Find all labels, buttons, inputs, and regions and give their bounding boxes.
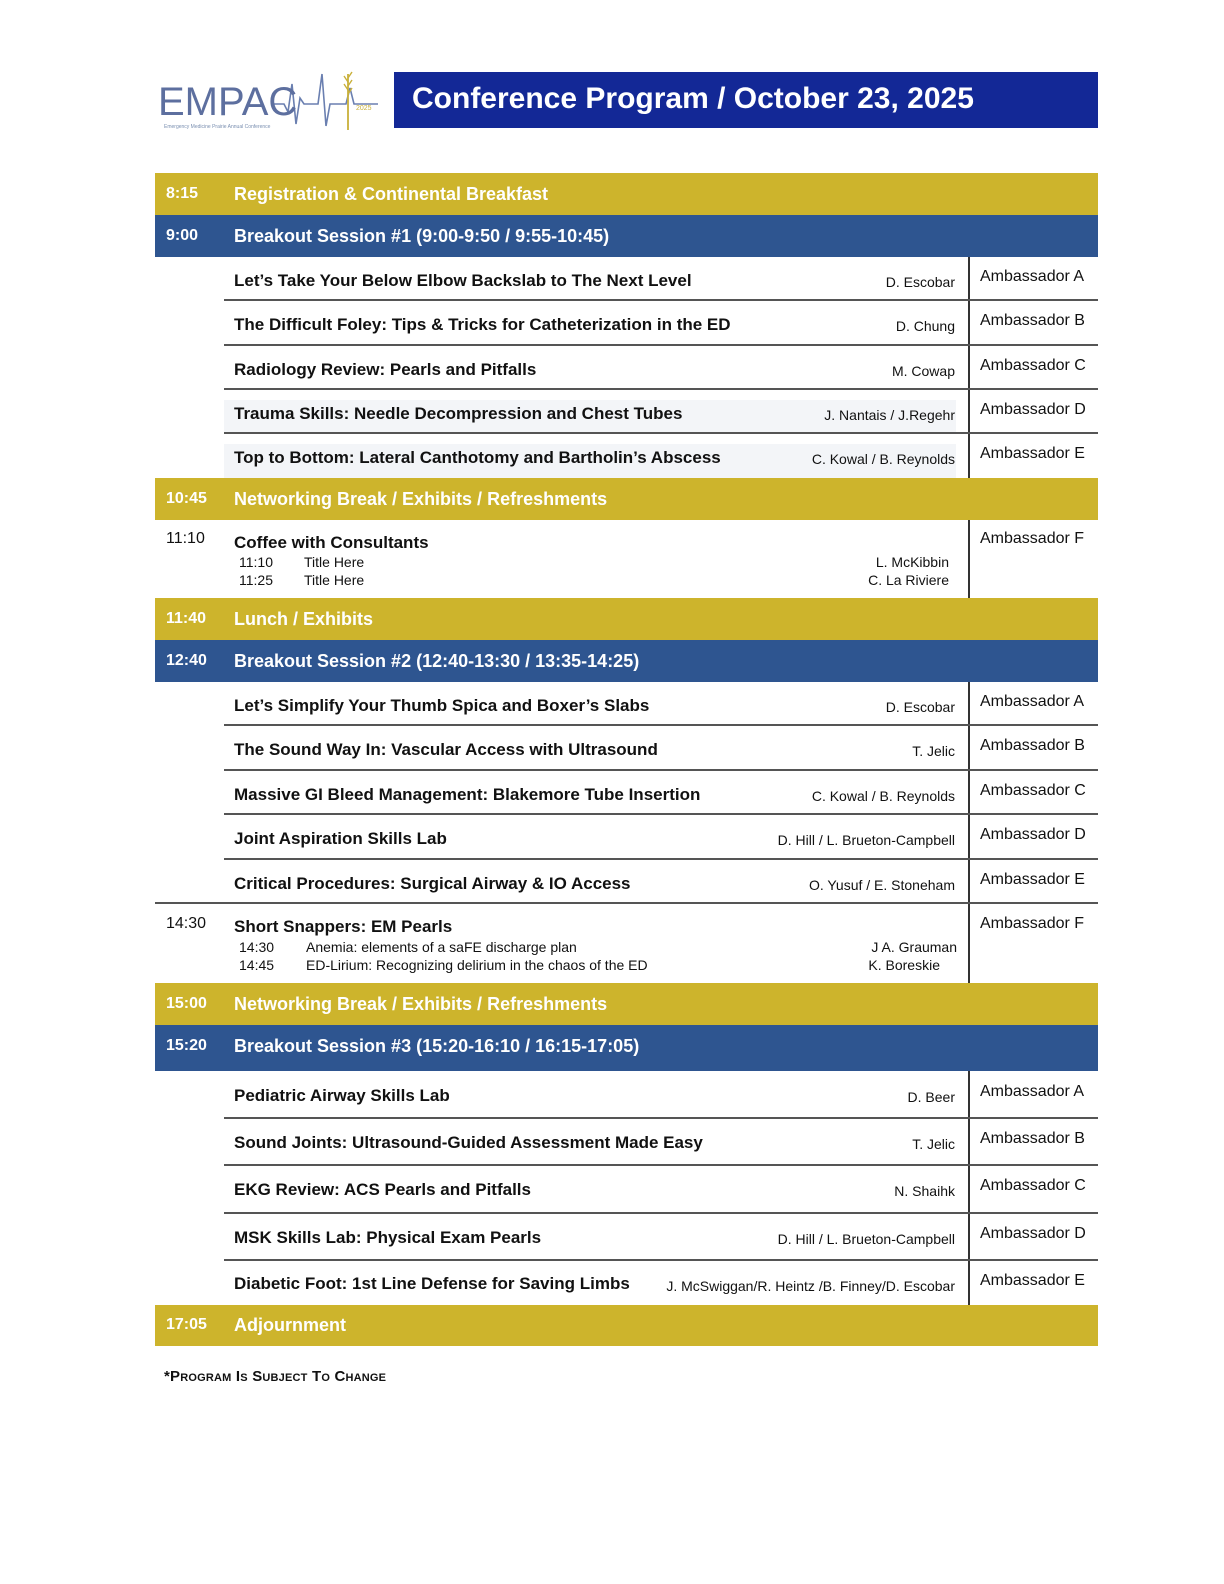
session-room: Ambassador C — [980, 1177, 1086, 1194]
band-label: Breakout Session #1 (9:00-9:50 / 9:55-10:45) — [234, 226, 610, 246]
session-room: Ambassador E — [980, 1272, 1085, 1289]
session-title: MSK Skills Lab: Physical Exam Pearls — [234, 1228, 542, 1247]
session-speaker: N. Shaihk — [894, 1183, 955, 1199]
session-title: Massive GI Bleed Management: Blakemore Tube Insertion — [234, 785, 701, 804]
page-title-bar — [394, 72, 1098, 128]
session-speaker: D. Escobar — [885, 699, 955, 715]
session-title: The Sound Way In: Vascular Access with Ultrasound — [234, 740, 658, 759]
session-room: Ambassador C — [980, 782, 1086, 799]
session-row — [155, 1166, 1098, 1214]
footer-note: *Program Is Subject To Change — [164, 1368, 387, 1385]
band-breakout-2 — [155, 640, 1098, 682]
session-title: The Difficult Foley: Tips & Tricks for Catheterization in the ED — [234, 315, 731, 334]
session-speaker: D. Escobar — [885, 274, 955, 290]
sub-speaker: J A. Grauman — [871, 939, 957, 955]
session-speaker: J. McSwiggan/R. Heintz /B. Finney/D. Escobar — [666, 1278, 955, 1294]
session-row — [155, 771, 1098, 815]
session-row — [155, 1214, 1098, 1261]
logo-subtitle: Emergency Medicine Prairie Annual Conference — [164, 124, 271, 130]
session-row — [155, 1119, 1098, 1166]
band-time: 8:15 — [166, 185, 199, 202]
session-title: Radiology Review: Pearls and Pitfalls — [234, 360, 537, 379]
band-networking-break-2 — [155, 983, 1098, 1025]
band-time: 9:00 — [166, 227, 199, 244]
sub-speaker: C. La Riviere — [868, 572, 949, 588]
band-time: 17:05 — [166, 1316, 207, 1333]
session-room: Ambassador B — [980, 312, 1085, 329]
session-room: Ambassador F — [980, 915, 1085, 932]
band-breakout-3 — [155, 1025, 1098, 1071]
session-row — [155, 682, 1098, 726]
session-row — [155, 1261, 1098, 1305]
session-row — [155, 1071, 1098, 1119]
session-room: Ambassador A — [980, 693, 1085, 710]
session-speaker: D. Beer — [907, 1089, 955, 1105]
page-title: Conference Program / October 23, 2025 — [412, 82, 974, 115]
session-speaker: D. Chung — [895, 318, 955, 334]
band-time: 10:45 — [166, 490, 207, 507]
logo-wordmark: EMPAC — [158, 80, 298, 124]
band-label: Adjournment — [234, 1315, 346, 1335]
sub-time: 11:10 — [239, 554, 273, 570]
band-registration — [155, 173, 1098, 215]
session-speaker: T. Jelic — [912, 1136, 955, 1152]
session-speaker: O. Yusuf / E. Stoneham — [808, 877, 955, 893]
sub-speaker: L. McKibbin — [875, 554, 949, 570]
session-row-coffee — [155, 520, 1098, 598]
session-room: Ambassador A — [980, 1083, 1085, 1100]
band-label: Lunch / Exhibits — [234, 609, 374, 629]
sub-time: 14:45 — [239, 957, 275, 973]
sub-title: Title Here — [304, 554, 365, 570]
session-speaker: C. Kowal / B. Reynolds — [811, 451, 955, 467]
session-row — [155, 860, 1098, 904]
session-row — [155, 434, 1098, 478]
session-time: 14:30 — [166, 915, 207, 932]
conference-logo — [156, 68, 378, 138]
session-title: EKG Review: ACS Pearls and Pitfalls — [234, 1180, 531, 1199]
sub-title: Anemia: elements of a saFE discharge plan — [306, 939, 577, 955]
band-adjournment — [155, 1305, 1098, 1346]
band-time: 12:40 — [166, 652, 207, 669]
session-speaker: J. Nantais / J.Regehr — [824, 407, 955, 423]
session-title: Top to Bottom: Lateral Canthotomy and Bartholin’s Abscess — [234, 448, 721, 467]
band-time: 15:20 — [166, 1037, 207, 1054]
session-speaker: C. Kowal / B. Reynolds — [811, 788, 955, 804]
session-speaker: M. Cowap — [891, 363, 955, 379]
session-speaker: D. Hill / L. Brueton-Campbell — [777, 832, 955, 848]
band-lunch — [155, 598, 1098, 640]
session-speaker: T. Jelic — [912, 743, 955, 759]
session-room: Ambassador F — [980, 530, 1085, 547]
sub-title: Title Here — [304, 572, 365, 588]
band-time: 15:00 — [166, 995, 207, 1012]
band-label: Registration & Continental Breakfast — [234, 184, 549, 204]
band-label: Networking Break / Exhibits / Refreshments — [234, 994, 608, 1014]
session-row — [155, 726, 1098, 771]
session-room: Ambassador B — [980, 737, 1085, 754]
session-title: Sound Joints: Ultrasound-Guided Assessment Made Easy — [234, 1133, 703, 1152]
session-row — [155, 301, 1098, 346]
sub-speaker: K. Boreskie — [868, 957, 940, 973]
session-room: Ambassador D — [980, 401, 1086, 418]
logo-year: 2025 — [356, 105, 372, 112]
session-row — [155, 346, 1098, 390]
sub-time: 14:30 — [239, 939, 275, 955]
session-room: Ambassador D — [980, 1225, 1086, 1242]
band-networking-break — [155, 478, 1098, 520]
session-row-snappers — [155, 904, 1098, 983]
session-title: Short Snappers: EM Pearls — [234, 917, 453, 936]
session-time: 11:10 — [166, 530, 205, 547]
band-label: Networking Break / Exhibits / Refreshments — [234, 489, 608, 509]
session-row — [155, 390, 1098, 434]
session-title: Coffee with Consultants — [234, 533, 429, 552]
session-row — [155, 815, 1098, 860]
sub-time: 11:25 — [239, 572, 273, 588]
band-label: Breakout Session #3 (15:20-16:10 / 16:15-17:05) — [234, 1036, 640, 1056]
session-room: Ambassador C — [980, 357, 1086, 374]
session-room: Ambassador E — [980, 445, 1085, 462]
band-breakout-1 — [155, 215, 1098, 257]
session-room: Ambassador D — [980, 826, 1086, 843]
session-room: Ambassador A — [980, 268, 1085, 285]
session-room: Ambassador E — [980, 871, 1085, 888]
session-title: Diabetic Foot: 1st Line Defense for Saving Limbs — [234, 1274, 630, 1293]
session-row — [155, 257, 1098, 301]
sub-title: ED-Lirium: Recognizing delirium in the chaos of the ED — [306, 957, 648, 973]
session-title: Let’s Take Your Below Elbow Backslab to The Next Level — [234, 271, 692, 290]
session-speaker: D. Hill / L. Brueton-Campbell — [777, 1231, 955, 1247]
session-title: Let’s Simplify Your Thumb Spica and Boxer’s Slabs — [234, 696, 650, 715]
session-title: Critical Procedures: Surgical Airway & IO Access — [234, 874, 631, 893]
band-label: Breakout Session #2 (12:40-13:30 / 13:35-14:25) — [234, 651, 640, 671]
session-title: Joint Aspiration Skills Lab — [234, 829, 447, 848]
session-title: Pediatric Airway Skills Lab — [234, 1086, 450, 1105]
band-time: 11:40 — [166, 610, 207, 627]
session-title: Trauma Skills: Needle Decompression and Chest Tubes — [234, 404, 683, 423]
session-room: Ambassador B — [980, 1130, 1085, 1147]
